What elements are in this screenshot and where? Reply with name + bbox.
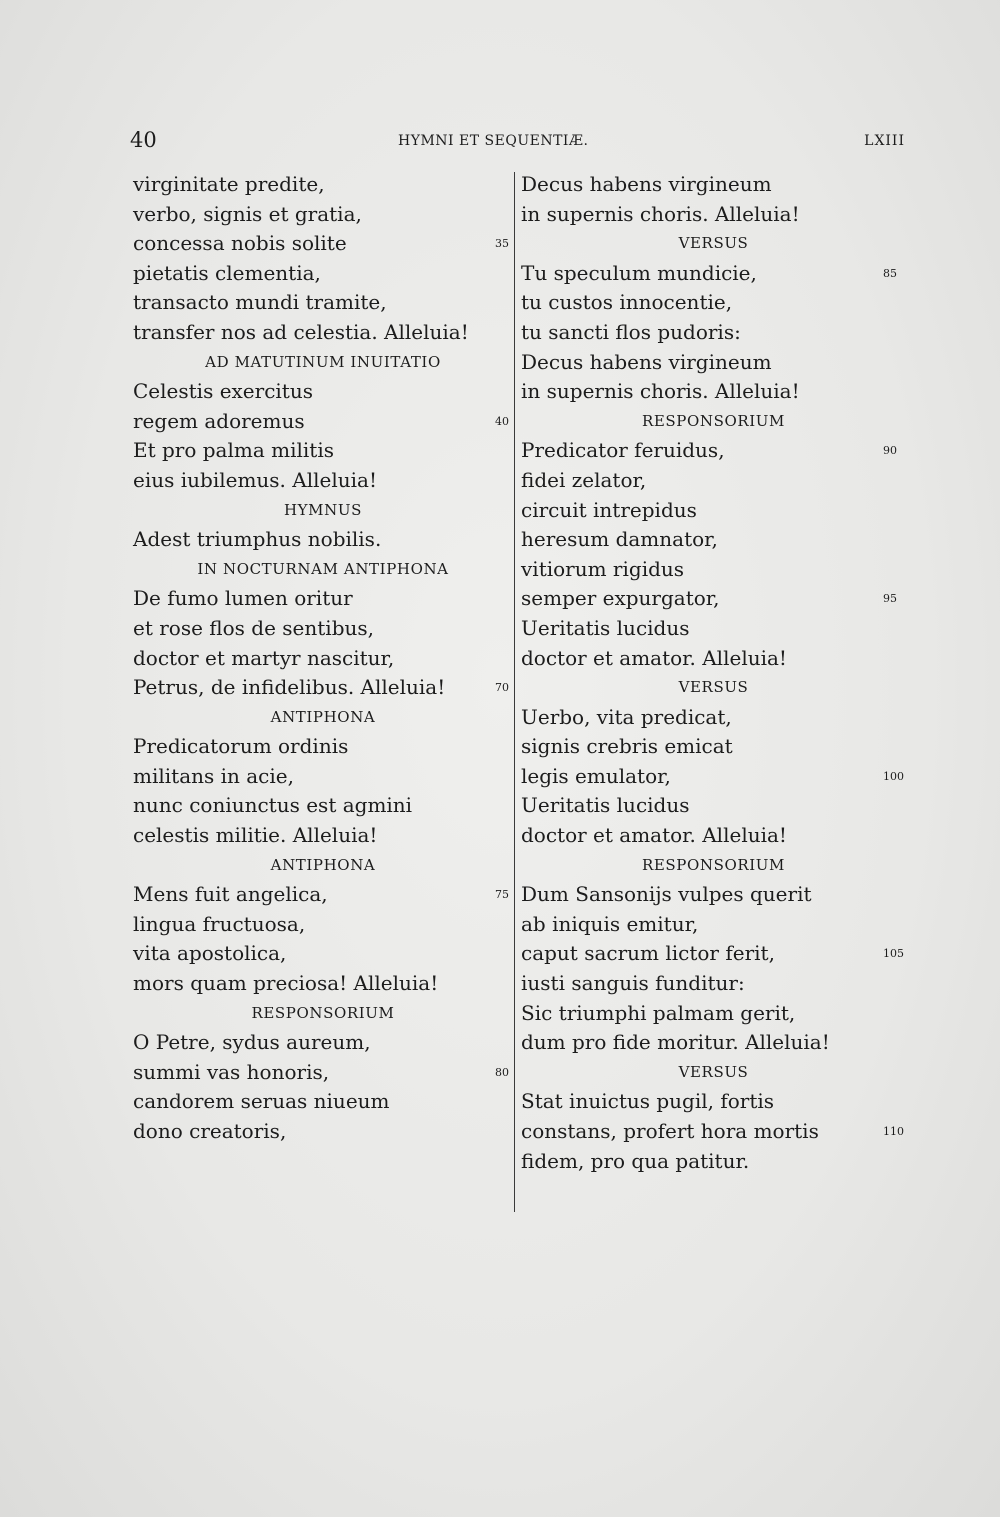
verse-line bbox=[133, 910, 513, 940]
heading-text: RESPONSORIUM bbox=[641, 411, 786, 430]
verse-line bbox=[521, 703, 906, 733]
verse-text: in supernis choris. Alleluia! bbox=[521, 201, 800, 226]
verse-line bbox=[133, 377, 513, 407]
verse-line bbox=[521, 200, 906, 230]
verse-text: Decus habens virgineum bbox=[521, 349, 772, 374]
line-number: 105 bbox=[883, 947, 904, 961]
verse-text: Ueritatis lucidus bbox=[521, 793, 690, 818]
line-number: 85 bbox=[883, 266, 897, 280]
line-number: 95 bbox=[883, 592, 897, 606]
line-number: 35 bbox=[495, 237, 509, 251]
verse-text: De fumo lumen oritur bbox=[133, 586, 353, 611]
verse-line bbox=[521, 170, 906, 200]
verse-text: celestis militie. Alleluia! bbox=[133, 823, 378, 848]
page-number: 40 bbox=[130, 128, 157, 152]
verse-line bbox=[133, 1058, 513, 1088]
right-column bbox=[521, 170, 906, 1176]
verse-text: Decus habens virgineum bbox=[521, 172, 772, 196]
heading-text: RESPONSORIUM bbox=[251, 1003, 395, 1022]
section-heading bbox=[521, 851, 906, 881]
verse-text: Adest triumphus nobilis. bbox=[133, 527, 382, 552]
verse-line bbox=[133, 436, 513, 466]
verse-text: ab iniquis emitur, bbox=[521, 911, 699, 936]
verse-line bbox=[521, 555, 906, 585]
verse-line bbox=[521, 999, 906, 1029]
verse-line bbox=[521, 525, 906, 555]
verse-line bbox=[133, 466, 513, 496]
verse-text: doctor et amator. Alleluia! bbox=[521, 645, 787, 670]
verse-text: doctor et amator. Alleluia! bbox=[521, 823, 787, 848]
verse-line bbox=[521, 1087, 906, 1117]
column-divider bbox=[514, 172, 515, 1212]
verse-text: eius iubilemus. Alleluia! bbox=[133, 467, 377, 492]
verse-text: iusti sanguis funditur: bbox=[521, 971, 745, 996]
verse-text: semper expurgator, bbox=[521, 586, 720, 611]
verse-line bbox=[521, 910, 906, 940]
section-heading bbox=[133, 703, 513, 733]
verse-text: Dum Sansonijs vulpes querit bbox=[521, 882, 812, 907]
heading-text: ANTIPHONA bbox=[270, 707, 376, 726]
verse-line bbox=[521, 1028, 906, 1058]
verse-text: heresum damnator, bbox=[521, 527, 718, 552]
verse-line bbox=[133, 1028, 513, 1058]
verse-text: verbo, signis et gratia, bbox=[133, 201, 362, 226]
verse-text: militans in acie, bbox=[133, 763, 294, 788]
verse-text: concessa nobis solite bbox=[133, 231, 347, 256]
line-number: 90 bbox=[883, 444, 897, 458]
verse-line bbox=[133, 407, 513, 437]
hymn-number: LXIII bbox=[864, 133, 905, 149]
verse-text: et rose flos de sentibus, bbox=[133, 615, 375, 640]
verse-line bbox=[133, 525, 513, 555]
verse-line bbox=[133, 229, 513, 259]
verse-text: constans, profert hora mortis bbox=[521, 1119, 819, 1143]
verse-line bbox=[133, 288, 513, 318]
verse-text: Predicator feruidus, bbox=[521, 438, 725, 463]
verse-text: in supernis choris. Alleluia! bbox=[521, 379, 800, 404]
verse-text: transfer nos ad celestia. Alleluia! bbox=[133, 319, 469, 344]
verse-text: doctor et martyr nascitur, bbox=[133, 645, 395, 670]
heading-text: VERSUS bbox=[678, 1062, 749, 1081]
verse-line bbox=[133, 969, 513, 999]
verse-text: Et pro palma militis bbox=[133, 438, 334, 463]
verse-text: O Petre, sydus aureum, bbox=[133, 1030, 371, 1055]
heading-text: IN NOCTURNAM ANTIPHONA bbox=[197, 559, 449, 578]
verse-text: dum pro fide moritur. Alleluia! bbox=[521, 1030, 830, 1055]
verse-line bbox=[521, 377, 906, 407]
verse-line bbox=[521, 584, 906, 614]
verse-line bbox=[521, 614, 906, 644]
verse-text: vita apostolica, bbox=[133, 941, 287, 966]
verse-text: mors quam preciosa! Alleluia! bbox=[133, 971, 439, 996]
verse-text: Stat inuictus pugil, fortis bbox=[521, 1089, 775, 1114]
section-heading bbox=[133, 348, 513, 378]
verse-line bbox=[521, 496, 906, 526]
section-heading bbox=[521, 1058, 906, 1088]
verse-line bbox=[133, 1117, 513, 1147]
verse-text: summi vas honoris, bbox=[133, 1059, 330, 1084]
verse-line bbox=[521, 821, 906, 851]
verse-line bbox=[133, 644, 513, 674]
line-number: 80 bbox=[495, 1065, 509, 1079]
heading-text: HYMNUS bbox=[284, 500, 362, 519]
running-title: HYMNI ET SEQUENTIÆ. bbox=[398, 133, 589, 149]
verse-text: lingua fructuosa, bbox=[133, 911, 306, 936]
verse-line bbox=[133, 673, 513, 703]
verse-line bbox=[521, 880, 906, 910]
verse-text: tu custos innocentie, bbox=[521, 290, 733, 315]
verse-line bbox=[521, 939, 906, 969]
verse-text: caput sacrum lictor ferit, bbox=[521, 941, 775, 966]
verse-text: Mens fuit angelica, bbox=[133, 882, 328, 907]
section-heading bbox=[133, 555, 513, 585]
verse-text: vitiorum rigidus bbox=[521, 556, 685, 581]
verse-line bbox=[133, 762, 513, 792]
verse-line bbox=[133, 259, 513, 289]
verse-line bbox=[521, 791, 906, 821]
verse-line bbox=[521, 348, 906, 378]
line-number: 70 bbox=[495, 681, 509, 695]
verse-text: Petrus, de infidelibus. Alleluia! bbox=[133, 675, 446, 700]
verse-text: signis crebris emicat bbox=[521, 734, 733, 759]
verse-line bbox=[133, 880, 513, 910]
section-heading bbox=[521, 407, 906, 437]
verse-line bbox=[133, 1087, 513, 1117]
verse-text: Sic triumphi palmam gerit, bbox=[521, 1000, 796, 1025]
verse-line bbox=[521, 762, 906, 792]
verse-line bbox=[521, 436, 906, 466]
verse-line bbox=[133, 732, 513, 762]
verse-line bbox=[521, 644, 906, 674]
verse-line bbox=[521, 1117, 906, 1147]
verse-line bbox=[521, 318, 906, 348]
verse-line bbox=[133, 791, 513, 821]
verse-text: circuit intrepidus bbox=[521, 497, 697, 522]
heading-text: VERSUS bbox=[678, 234, 749, 253]
heading-text: AD MATUTINUM INUITATIO bbox=[205, 352, 441, 371]
heading-text: VERSUS bbox=[678, 678, 749, 697]
verse-line bbox=[133, 200, 513, 230]
verse-line bbox=[521, 288, 906, 318]
verse-text: Tu speculum mundicie, bbox=[521, 260, 757, 285]
verse-text: Ueritatis lucidus bbox=[521, 615, 690, 640]
verse-text: transacto mundi tramite, bbox=[133, 290, 387, 315]
verse-line bbox=[133, 614, 513, 644]
verse-text: pietatis clementia, bbox=[133, 260, 321, 285]
heading-text: RESPONSORIUM bbox=[641, 855, 786, 874]
heading-text: ANTIPHONA bbox=[270, 855, 376, 874]
section-heading bbox=[133, 999, 513, 1029]
verse-text: virginitate predite, bbox=[133, 172, 325, 196]
verse-text: dono creatoris, bbox=[133, 1119, 287, 1143]
verse-line bbox=[521, 1147, 906, 1177]
verse-line bbox=[521, 259, 906, 289]
verse-text: Celestis exercitus bbox=[133, 379, 313, 404]
running-header bbox=[130, 128, 905, 156]
line-number: 110 bbox=[883, 1125, 904, 1138]
verse-line bbox=[133, 170, 513, 200]
verse-text: Predicatorum ordinis bbox=[133, 734, 349, 759]
line-number: 75 bbox=[495, 888, 509, 902]
verse-text: legis emulator, bbox=[521, 763, 671, 788]
verse-line bbox=[521, 466, 906, 496]
verse-line bbox=[133, 584, 513, 614]
verse-line bbox=[133, 939, 513, 969]
verse-text: regem adoremus bbox=[133, 408, 305, 433]
verse-line bbox=[521, 969, 906, 999]
verse-text: fidei zelator, bbox=[521, 467, 647, 492]
verse-line bbox=[133, 821, 513, 851]
line-number: 40 bbox=[495, 414, 509, 428]
line-number: 100 bbox=[883, 769, 904, 783]
section-heading bbox=[521, 229, 906, 259]
verse-text: tu sancti flos pudoris: bbox=[521, 319, 741, 344]
verse-text: Uerbo, vita predicat, bbox=[521, 704, 732, 729]
left-column bbox=[133, 170, 513, 1147]
section-heading bbox=[521, 673, 906, 703]
section-heading bbox=[133, 496, 513, 526]
verse-text: candorem seruas niueum bbox=[133, 1089, 390, 1114]
verse-text: fidem, pro qua patitur. bbox=[521, 1148, 750, 1173]
verse-line bbox=[133, 318, 513, 348]
verse-line bbox=[521, 732, 906, 762]
verse-text: nunc coniunctus est agmini bbox=[133, 793, 413, 818]
section-heading bbox=[133, 851, 513, 881]
